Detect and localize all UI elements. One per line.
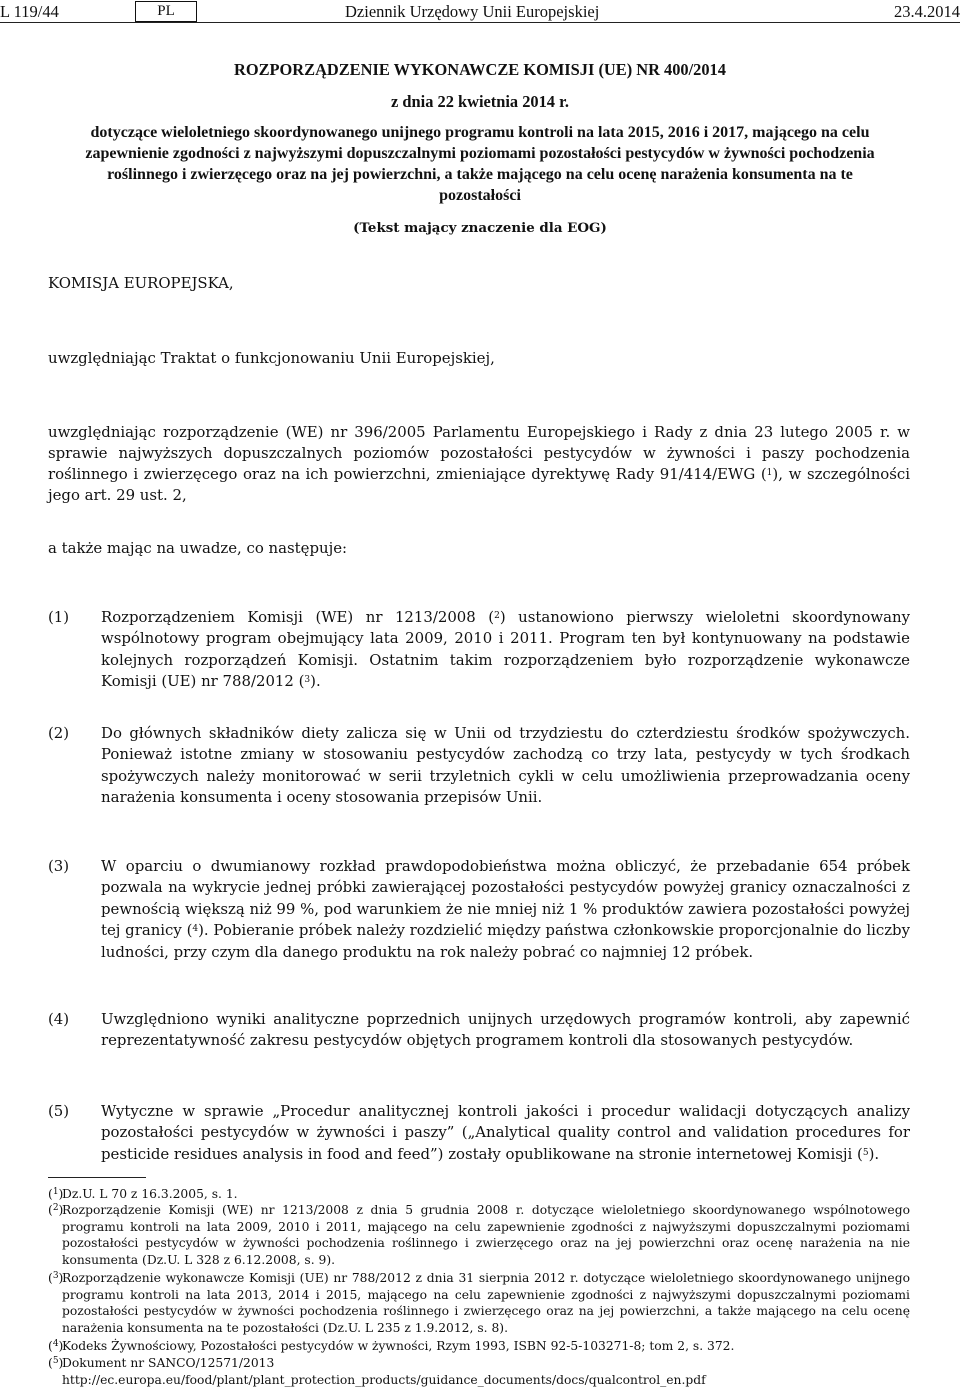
footnote-ref[interactable]: 3 — [304, 675, 311, 686]
publication-date: 23.4.2014 — [894, 2, 960, 21]
footnote-ref[interactable]: 4 — [192, 924, 199, 935]
footnote-text: Rozporządzenie Komisji (WE) nr 1213/2008 z dnia 5 grudnia 2008 r. dotyczące wieloletniego skoordynowanego wspólnotowego programu kontroli na lata 2009, 2010 i 2011, mającego na celu zapewnienie zgodności z najwyższymi dopuszczalnymi poziomami pozostałości pestycydów w żywności pochodzenia roślinnego i zwierzęcego oraz na jej powierzchni oraz ocenę narażenia na nie konsumenta (Dz.U. L 328 z 6.12.2008, s. 9). — [62, 1203, 910, 1267]
recital — [48, 856, 910, 963]
recital — [48, 1101, 910, 1165]
footnote-number: ($^4$) — [48, 1339, 64, 1353]
recital-text: Rozporządzeniem Komisji (WE) nr 1213/2008 ($^2$) ustanowiono pierwszy wieloletni skoordynowany wspólnotowy program obejmujący lata 2009, 2010 i 2011. Program ten był kontynuowany na podstawie kolejnych rozporządzeń Komisji. Ostatnim takim rozporządzeniem było rozporządzenie wykonawcze Komisji (UE) nr 788/2012 ($^3$). — [101, 608, 910, 691]
footnote-number: ($^3$) — [48, 1271, 64, 1285]
footnote-text: Dz.U. L 70 z 16.3.2005, s. 1. — [62, 1187, 238, 1201]
footnote-number: ($^5$) — [48, 1356, 64, 1370]
journal-name: Dziennik Urzędowy Unii Europejskiej — [345, 2, 600, 21]
recital — [48, 723, 910, 809]
footnote — [48, 1202, 910, 1268]
recital-text: Do głównych składników diety zalicza się w Unii od trzydziestu do czterdziestu środków spożywczych. Ponieważ istotne zmiany w stosowaniu pestycydów zachodzą co trzy lata, pestycydy w tych środkach spożywczych należy monitorować w serii trzyletnich cykli w celu umożliwienia przeprowadzania oceny narażenia konsumenta i oceny stosowania przepisów Unii. — [101, 724, 910, 807]
regulation-title: ROZPORZĄDZENIE WYKONAWCZE KOMISJI (UE) NR 400/2014 — [234, 60, 726, 79]
eea-relevance: (Tekst mający znaczenie dla EOG) — [353, 220, 607, 236]
page-reference: L 119/44 — [0, 2, 59, 21]
footnote — [48, 1186, 910, 1203]
footnote-ref[interactable]: 2 — [494, 611, 500, 621]
footnote-number: ($^1$) — [48, 1187, 64, 1201]
recital-number: (1) — [48, 608, 70, 626]
footnote-text: Dokument nr SANCO/12571/2013 http://ec.europa.eu/food/plant/plant_protection_products/guidance_documents/docs/qualcontrol_en.pdf — [62, 1355, 910, 1388]
footnote-text: Rozporządzenie wykonawcze Komisji (UE) nr 788/2012 z dnia 31 sierpnia 2012 r. dotyczące wieloletniego skoordynowanego unijnego programu kontroli na lata 2013, 2014 i 2015, mającego na celu zapewnienie zgodności z najwyższymi dopuszczalnymi poziomami pozostałości pestycydów w żywności pochodzenia roślinnego i zwierzęcego oraz na jej powierzchni, a także mającego na celu ocenę narażenia konsumenta na te pozostałości (Dz.U. L 235 z 1.9.2012, s. 8). — [62, 1271, 910, 1335]
having-regard-regulation: uwzględniając rozporządzenie (WE) nr 396/2005 Parlamentu Europejskiego i Rady z dnia 23 lutego 2005 r. w sprawie najwyższych dopuszczalnych poziomów pozostałości pestycydów w żywności i paszy pochodzenia roślinnego i zwierzęcego oraz na ich powierzchni, zmieniające dyrektywę Rady 91/414/EWG ($^1$), w szczególności jego art. 29 ust. 2, — [48, 423, 910, 504]
recital — [48, 607, 910, 693]
language-badge: PL — [135, 1, 197, 22]
recital-number: (2) — [48, 724, 70, 742]
footnote-number: ($^2$) — [48, 1203, 64, 1217]
recital-number: (3) — [48, 857, 70, 875]
footnote-ref[interactable]: 1 — [766, 468, 773, 478]
having-regard-treaty: uwzględniając Traktat o funkcjonowaniu Unii Europejskiej, — [48, 349, 495, 367]
recital-text: Uwzględniono wyniki analityczne poprzednich unijnych urzędowych programów kontroli, aby zapewnić reprezentatywność zakresu pestycydów objętych programem kontroli dla stosowanych pestycydów. — [101, 1010, 910, 1050]
regulation-subject: dotyczące wieloletniego skoordynowanego unijnego programu kontroli na lata 2015, 2016 i 2017, mającego na celu zapewnienie zgodności z najwyższymi dopuszczalnymi poziomami pozostałości pestycydów w żywności pochodzenia roślinnego i zwierzęcego oraz na jej powierzchni, a także mającego na celu ocenę narażenia konsumenta na te pozostałości — [85, 124, 875, 204]
footnote-separator — [48, 1177, 146, 1178]
recital-number: (5) — [48, 1102, 70, 1120]
footnote-url[interactable]: http://ec.europa.eu/food/plant/plant_protection_products/guidance_documents/docs/qualcontrol_en.pdf — [62, 1372, 706, 1387]
footnote — [48, 1355, 910, 1388]
footnote-text: Kodeks Żywnościowy, Pozostałości pestycydów w żywności, Rzym 1993, ISBN 92-5-103271-8; tom 2, s. 372. — [62, 1339, 735, 1353]
footnote — [48, 1338, 910, 1355]
recital-text: Wytyczne w sprawie „Procedur analitycznej kontroli jakości i procedur walidacji dotyczących analizy pozostałości pestycydów w żywności i paszy” („Analytical quality control and validation procedures for pesticide residues analysis in food and feed”) zostały opublikowane na stronie internetowej Komisji ($^5$). — [101, 1102, 910, 1163]
running-header — [0, 0, 960, 28]
footnote — [48, 1270, 910, 1336]
regulation-date: z dnia 22 kwietnia 2014 r. — [391, 92, 569, 111]
recital-text: W oparciu o dwumianowy rozkład prawdopodobieństwa można obliczyć, że przebadanie 654 próbek pozwala na wykrycie jednej próbki zawierającej pozostałości pestycydów powyżej granicy oznaczalności z pewnością większą niż 99 %, pod warunkiem że nie mniej niż 1 % produktów zawiera pozostałości powyżej tej granicy ($^4$). Pobieranie próbek należy rozdzielić między państwa członkowskie proporcjonalnie do liczby ludności, przy czym dla danego produktu na rok należy pobrać co najmniej 12 próbek. — [101, 857, 910, 961]
commission-line: KOMISJA EUROPEJSKA, — [48, 274, 234, 292]
recital-number: (4) — [48, 1010, 70, 1028]
whereas-line: a także mając na uwadze, co następuje: — [48, 539, 348, 557]
header-rule — [0, 22, 960, 23]
recital — [48, 1009, 910, 1052]
footnote-ref[interactable]: 5 — [862, 1147, 869, 1158]
